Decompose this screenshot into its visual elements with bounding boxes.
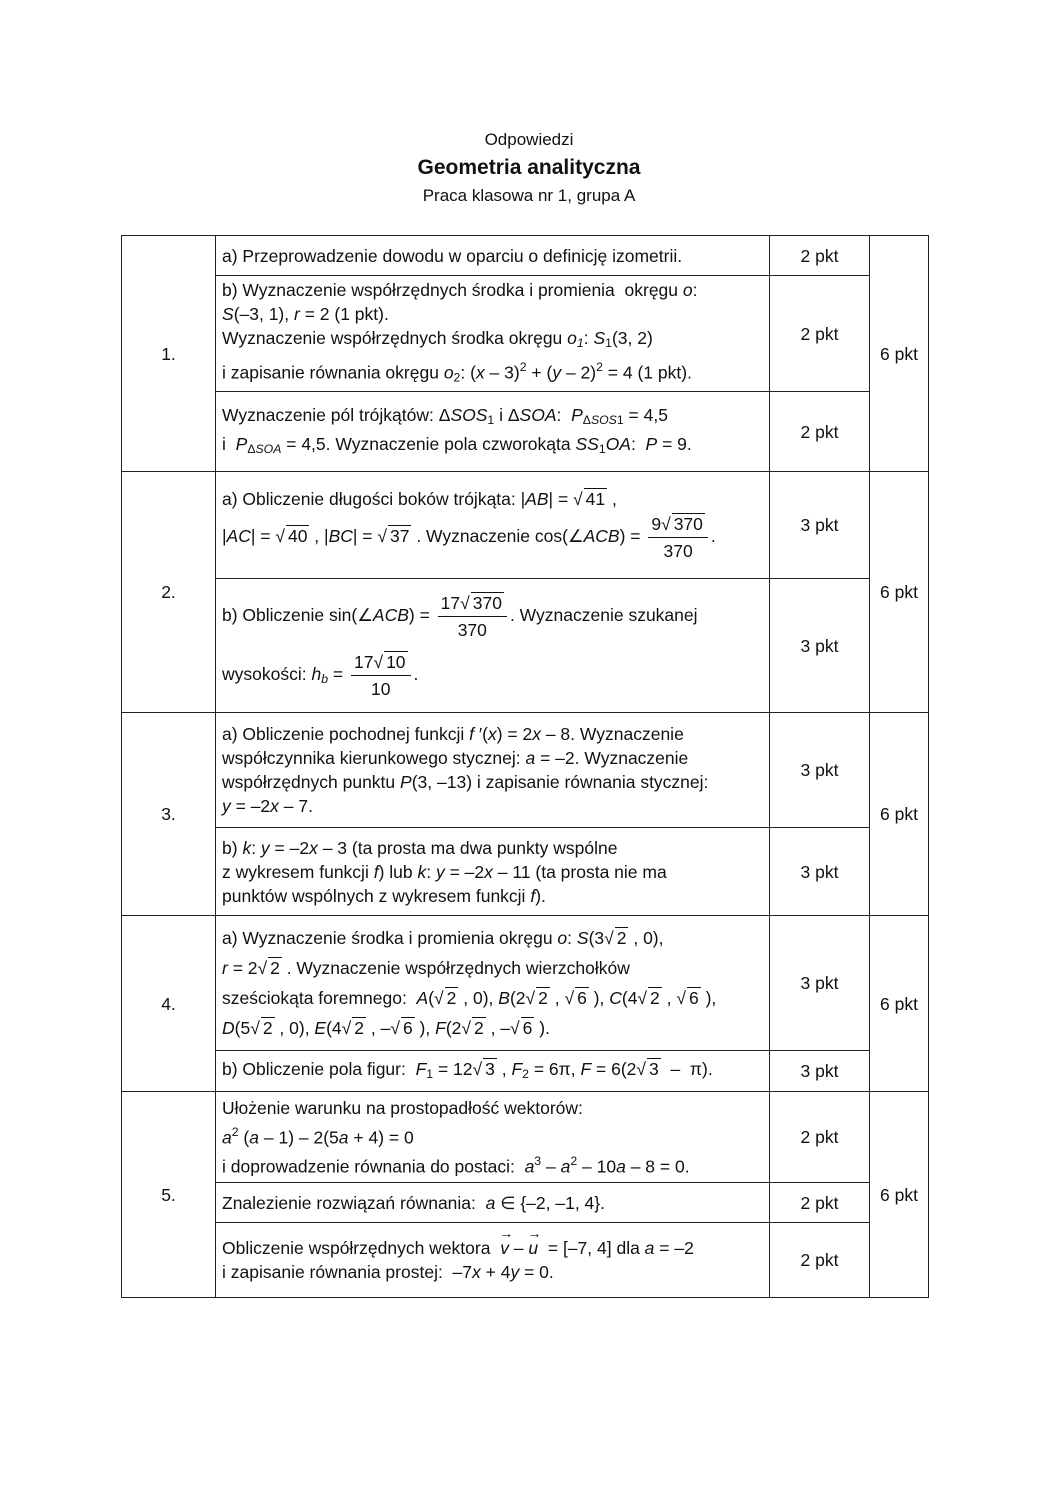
row-points: 3 pkt (770, 579, 870, 713)
row-points: 3 pkt (770, 828, 870, 916)
task-number: 4. (122, 916, 216, 1092)
task-description: b) k: y = –2x – 3 (ta prosta ma dwa punkty wspólne z wykresem funkcji f) lub k: y = –2x – 11 (ta prosta nie ma punktów wspólnych z wykresem funkcji f). (216, 828, 770, 916)
task-total: 6 pkt (870, 472, 929, 713)
row-points: 3 pkt (770, 713, 870, 828)
table-row (122, 276, 929, 392)
table-row (122, 916, 929, 1051)
table-row (122, 1051, 929, 1092)
task-description: a) Wyznaczenie środka i promienia okręgu o: S(3√ 2 , 0), r = 2√ 2 . Wyznaczenie współrzędnych wierzchołków sześciokąta foremnego: A(√ 2 , 0), B(2√ 2 , √ 6 ), C(4√ 2 , √ 6 ), D(5√ 2 , 0), E(4√ 2 , –√ 6 ), F(2√ 2 , –√ 6 ). (216, 916, 770, 1051)
row-points: 2 pkt (770, 1183, 870, 1223)
table-row (122, 1223, 929, 1298)
task-number: 3. (122, 713, 216, 916)
table-row (122, 579, 929, 713)
task-description: Znalezienie rozwiązań równania: a ∈ {–2, –1, 4}. (216, 1183, 770, 1223)
table-row (122, 1183, 929, 1223)
row-points: 2 pkt (770, 1092, 870, 1183)
task-description: Wyznaczenie pól trójkątów: $\Delta SOS_1$ i ΔSOA: $P_{\Delta SOS1} = 4,5$ i $P_{\Delta SOA} = 4,5$. Wyznaczenie pola czworokąta $SS_1OA$: P = 9. (216, 392, 770, 472)
task-total: 6 pkt (870, 916, 929, 1092)
table-row (122, 472, 929, 579)
row-points: 3 pkt (770, 916, 870, 1051)
row-points: 2 pkt (770, 1223, 870, 1298)
task-description: b) Obliczenie sin(∠ACB) = $\frac{17√ 370}{370}$ . Wyznaczenie szukanej wysokości: $h_b$ = $\frac{17√ 10}{10}$ . (216, 579, 770, 713)
task-total: 6 pkt (870, 713, 929, 916)
table-row (122, 713, 929, 828)
table-row (122, 1092, 929, 1183)
row-points: 2 pkt (770, 392, 870, 472)
task-number: 1. (122, 236, 216, 472)
task-description: b) Obliczenie pola figur: $F_1 = 12√$ 3 , $F_2 = 6\pi$, F = 6(2√ 3 – π). (216, 1051, 770, 1092)
answers-table (121, 235, 929, 1298)
task-description: a) Obliczenie długości boków trójkąta: |AB| = √ 41 , |AC| = √ 40 , |BC| = √ 37 . Wyznaczenie cos(∠ACB) = $\frac{9√ 370}{370}$ . (216, 472, 770, 579)
page-subtitle: Praca klasowa nr 1, grupa A (422, 186, 636, 205)
task-number: 2. (122, 472, 216, 713)
task-description (216, 236, 770, 276)
row-points: 3 pkt (770, 1051, 870, 1092)
table-row (122, 828, 929, 916)
row-text: a) Przeprowadzenie dowodu w oparciu o definicję izometrii. (222, 245, 683, 266)
task-number: 5. (122, 1092, 216, 1298)
task-total: 6 pkt (870, 1092, 929, 1298)
task-total: 6 pkt (870, 236, 929, 472)
row-points: 3 pkt (770, 472, 870, 579)
task-description: b) Wyznaczenie współrzędnych środka i promienia okręgu o: S(–3, 1), r = 2 (1 pkt). Wyznaczenie współrzędnych środka okręgu $o_1$: $S_1(3$, 2) i zapisanie równania okręgu $o_2$: (x – 3)$^2$ + (y – 2)$^2$ = 4 (1 pkt). (216, 276, 770, 392)
header-line: Odpowiedzi (484, 130, 574, 149)
table-row (122, 392, 929, 472)
task-description: Obliczenie współrzędnych wektora → v – → u = [–7, 4] dla a = –2 i zapisanie równania prostej: –7x + 4y = 0. (216, 1223, 770, 1298)
row-points: 2 pkt (770, 276, 870, 392)
page-title: Geometria analityczna (417, 156, 641, 179)
row-points: 2 pkt (770, 236, 870, 276)
task-description: a) Obliczenie pochodnej funkcji f ′(x) = 2x – 8. Wyznaczenie współczynnika kierunkowego stycznej: a = –2. Wyznaczenie współrzędnych punktu P(3, –13) i zapisanie równania stycznej: y = –2x – 7. (216, 713, 770, 828)
task-description: Ułożenie warunku na prostopadłość wektorów: $a^2$ (a – 1) – 2(5a + 4) = 0 i doprowadzenie równania do postaci: $a^3 - a^2 - 10a - 8 = 0$. (216, 1092, 770, 1183)
table-row (122, 236, 929, 276)
